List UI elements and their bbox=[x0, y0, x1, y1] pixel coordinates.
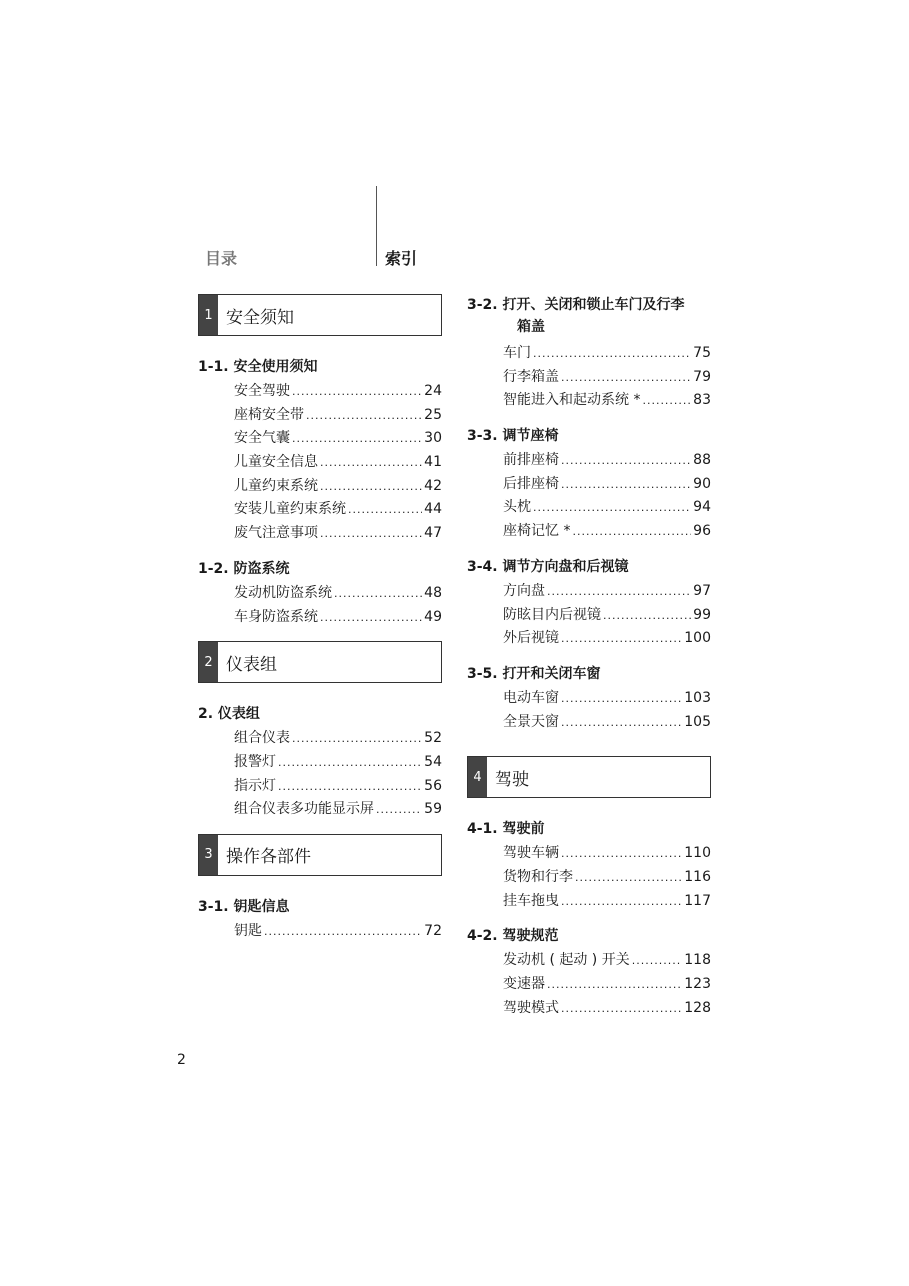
entry-label: 外后视镜 bbox=[503, 630, 559, 647]
toc-entry[interactable] bbox=[503, 973, 711, 997]
chapter-heading-3[interactable] bbox=[198, 834, 442, 876]
toc-entry[interactable] bbox=[234, 582, 442, 606]
section-title: 3-3. 调节座椅 bbox=[467, 428, 559, 445]
entry-page: 123 bbox=[684, 976, 711, 992]
entry-label: 全景天窗 bbox=[503, 713, 559, 730]
tab-index[interactable]: 索引 bbox=[385, 249, 418, 268]
chapter-title: 仪表组 bbox=[226, 654, 277, 675]
dot-leader bbox=[334, 582, 422, 606]
chapter-heading-4[interactable] bbox=[467, 756, 711, 798]
toc-entry[interactable] bbox=[234, 522, 442, 546]
dot-leader bbox=[561, 449, 691, 473]
dot-leader bbox=[533, 342, 691, 366]
entry-page: 99 bbox=[693, 606, 711, 623]
section-4-1 bbox=[467, 818, 711, 913]
toc-entry[interactable] bbox=[503, 866, 711, 890]
entry-label: 车门 bbox=[503, 345, 531, 361]
tab-divider bbox=[376, 186, 377, 266]
chapter-title: 驾驶 bbox=[495, 769, 529, 790]
section-3-3 bbox=[467, 425, 711, 544]
entry-label: 货物和行李 bbox=[503, 868, 573, 885]
entry-label: 废气注意事项 bbox=[234, 525, 318, 542]
entry-page: 83 bbox=[693, 392, 711, 409]
toc-entry[interactable] bbox=[503, 580, 711, 604]
section-1-1 bbox=[198, 356, 442, 546]
toc-entry[interactable] bbox=[503, 997, 711, 1021]
dot-leader bbox=[320, 475, 422, 499]
entry-label: 儿童安全信息 bbox=[234, 454, 318, 471]
entry-label: 后排座椅 bbox=[503, 475, 559, 492]
entry-label: 发动机防盗系统 bbox=[234, 584, 332, 601]
toc-entry[interactable] bbox=[503, 890, 711, 914]
entry-label: 组合仪表 bbox=[234, 730, 290, 747]
toc-entry[interactable] bbox=[234, 727, 442, 751]
entry-page: 103 bbox=[684, 689, 711, 706]
entry-label: 方向盘 bbox=[503, 582, 545, 599]
entry-page: 110 bbox=[684, 845, 711, 862]
entry-label: 安全气囊 bbox=[234, 430, 290, 447]
section-3-2 bbox=[467, 294, 711, 413]
toc-entry[interactable] bbox=[234, 606, 442, 630]
entry-label: 钥匙 bbox=[234, 922, 262, 939]
toc-entry[interactable] bbox=[234, 404, 442, 428]
dot-leader bbox=[278, 775, 422, 799]
entry-label: 驾驶模式 bbox=[503, 999, 559, 1016]
section-2 bbox=[198, 703, 442, 822]
entry-page: 25 bbox=[424, 406, 442, 423]
entry-page: 52 bbox=[424, 730, 442, 747]
toc-entry[interactable] bbox=[234, 380, 442, 404]
toc-entry[interactable] bbox=[503, 473, 711, 497]
toc-entry[interactable] bbox=[503, 449, 711, 473]
entry-page: 54 bbox=[424, 753, 442, 770]
entry-label: 车身防盗系统 bbox=[234, 608, 318, 625]
section-3-1 bbox=[198, 896, 442, 944]
dot-leader bbox=[561, 366, 691, 390]
chapter-heading-1[interactable] bbox=[198, 294, 442, 336]
toc-entry[interactable] bbox=[503, 687, 711, 711]
dot-leader bbox=[348, 498, 422, 522]
entry-page: 96 bbox=[693, 523, 711, 540]
toc-left-column bbox=[198, 294, 442, 956]
entry-label: 电动车窗 bbox=[503, 689, 559, 706]
section-title-line1: 3-2. 打开、关闭和锁止车门及行李 bbox=[467, 297, 685, 313]
chapter-number: 1 bbox=[199, 295, 218, 335]
entry-page: 56 bbox=[424, 777, 442, 794]
chapter-number: 2 bbox=[199, 642, 218, 682]
dot-leader bbox=[572, 520, 691, 544]
toc-entry[interactable] bbox=[503, 342, 711, 366]
toc-entry[interactable] bbox=[503, 389, 711, 413]
entry-label: 座椅记忆 * bbox=[503, 523, 571, 540]
dot-leader bbox=[603, 604, 691, 628]
entry-label: 组合仪表多功能显示屏 bbox=[234, 801, 374, 818]
entry-label: 头枕 bbox=[503, 499, 531, 516]
page-number: 2 bbox=[177, 1052, 186, 1068]
section-title-line2: 箱盖 bbox=[517, 319, 545, 335]
dot-leader bbox=[306, 404, 422, 428]
section-title: 4-1. 驾驶前 bbox=[467, 821, 545, 838]
entry-page: 72 bbox=[424, 922, 442, 939]
dot-leader bbox=[575, 866, 682, 890]
toc-right-column bbox=[467, 294, 711, 1032]
dot-leader bbox=[561, 890, 682, 914]
entry-page: 79 bbox=[693, 368, 711, 385]
entry-page: 30 bbox=[424, 430, 442, 447]
entry-label: 挂车拖曳 bbox=[503, 892, 559, 909]
entry-page: 116 bbox=[684, 868, 711, 885]
toc-entry[interactable] bbox=[503, 949, 711, 973]
section-1-2 bbox=[198, 558, 442, 629]
entry-page: 94 bbox=[693, 499, 711, 516]
dot-leader bbox=[632, 949, 683, 973]
toc-entry[interactable] bbox=[503, 711, 711, 735]
section-3-4 bbox=[467, 556, 711, 651]
entry-label: 变速器 bbox=[503, 976, 545, 992]
toc-entry[interactable] bbox=[234, 798, 442, 822]
section-title: 3-4. 调节方向盘和后视镜 bbox=[467, 558, 629, 575]
toc-entry[interactable] bbox=[503, 627, 711, 651]
entry-label: 安全驾驶 bbox=[234, 383, 290, 399]
entry-label: 前排座椅 bbox=[503, 452, 559, 469]
dot-leader bbox=[264, 920, 422, 944]
toc-entry[interactable] bbox=[234, 451, 442, 475]
entry-label: 儿童约束系统 bbox=[234, 477, 318, 494]
entry-page: 75 bbox=[693, 345, 711, 361]
entry-page: 100 bbox=[684, 630, 711, 647]
chapter-number: 4 bbox=[468, 757, 487, 797]
entry-page: 105 bbox=[684, 713, 711, 730]
toc-entry[interactable] bbox=[234, 475, 442, 499]
section-title: 3-5. 打开和关闭车窗 bbox=[467, 665, 601, 682]
chapter-number: 3 bbox=[199, 835, 218, 875]
dot-leader bbox=[561, 711, 682, 735]
section-4-2 bbox=[467, 925, 711, 1020]
entry-page: 118 bbox=[684, 952, 711, 969]
dot-leader bbox=[292, 727, 422, 751]
entry-label: 安装儿童约束系统 bbox=[234, 501, 346, 518]
section-title: 3-1. 钥匙信息 bbox=[198, 898, 290, 915]
dot-leader bbox=[547, 973, 682, 997]
entry-page: 59 bbox=[424, 801, 442, 818]
dot-leader bbox=[642, 389, 691, 413]
entry-page: 88 bbox=[693, 452, 711, 469]
toc-entry[interactable] bbox=[234, 920, 442, 944]
entry-label: 防眩目内后视镜 bbox=[503, 606, 601, 623]
entry-label: 指示灯 bbox=[234, 777, 276, 794]
dot-leader bbox=[533, 496, 691, 520]
toc-entry[interactable] bbox=[234, 751, 442, 775]
dot-leader bbox=[561, 473, 691, 497]
chapter-title: 安全须知 bbox=[226, 307, 294, 328]
dot-leader bbox=[547, 580, 691, 604]
section-title: 1-1. 安全使用须知 bbox=[198, 359, 318, 375]
entry-label: 报警灯 bbox=[234, 753, 276, 770]
toc-entry[interactable] bbox=[503, 842, 711, 866]
entry-label: 智能进入和起动系统 * bbox=[503, 392, 641, 409]
dot-leader bbox=[561, 997, 682, 1021]
dot-leader bbox=[376, 798, 422, 822]
entry-label: 发动机 ( 起动 ) 开关 bbox=[503, 952, 630, 969]
entry-page: 97 bbox=[693, 582, 711, 599]
entry-page: 24 bbox=[424, 383, 442, 399]
dot-leader bbox=[278, 751, 422, 775]
section-title bbox=[467, 294, 711, 342]
entry-page: 44 bbox=[424, 501, 442, 518]
toc-entry[interactable] bbox=[234, 775, 442, 799]
toc-entry[interactable] bbox=[503, 520, 711, 544]
dot-leader bbox=[320, 606, 422, 630]
dot-leader bbox=[292, 380, 422, 404]
dot-leader bbox=[320, 451, 422, 475]
toc-entry[interactable] bbox=[503, 496, 711, 520]
tab-table-of-contents[interactable]: 目录 bbox=[205, 249, 238, 268]
entry-label: 行李箱盖 bbox=[503, 368, 559, 385]
section-title: 1-2. 防盗系统 bbox=[198, 560, 290, 577]
toc-entry[interactable] bbox=[234, 498, 442, 522]
entry-page: 42 bbox=[424, 477, 442, 494]
entry-page: 48 bbox=[424, 584, 442, 601]
entry-label: 驾驶车辆 bbox=[503, 845, 559, 862]
dot-leader bbox=[320, 522, 422, 546]
entry-page: 47 bbox=[424, 525, 442, 542]
dot-leader bbox=[561, 627, 682, 651]
entry-page: 49 bbox=[424, 608, 442, 625]
dot-leader bbox=[292, 427, 422, 451]
toc-entry[interactable] bbox=[503, 604, 711, 628]
toc-entry[interactable] bbox=[234, 427, 442, 451]
dot-leader bbox=[561, 687, 682, 711]
section-title: 4-2. 驾驶规范 bbox=[467, 928, 559, 945]
entry-page: 117 bbox=[684, 892, 711, 909]
section-3-5 bbox=[467, 663, 711, 734]
entry-page: 90 bbox=[693, 475, 711, 492]
chapter-heading-2[interactable] bbox=[198, 641, 442, 683]
chapter-title: 操作各部件 bbox=[226, 847, 311, 868]
entry-page: 41 bbox=[424, 454, 442, 471]
section-title: 2. 仪表组 bbox=[198, 706, 260, 723]
entry-label: 座椅安全带 bbox=[234, 406, 304, 423]
entry-page: 128 bbox=[684, 999, 711, 1016]
dot-leader bbox=[561, 842, 682, 866]
toc-entry[interactable] bbox=[503, 366, 711, 390]
